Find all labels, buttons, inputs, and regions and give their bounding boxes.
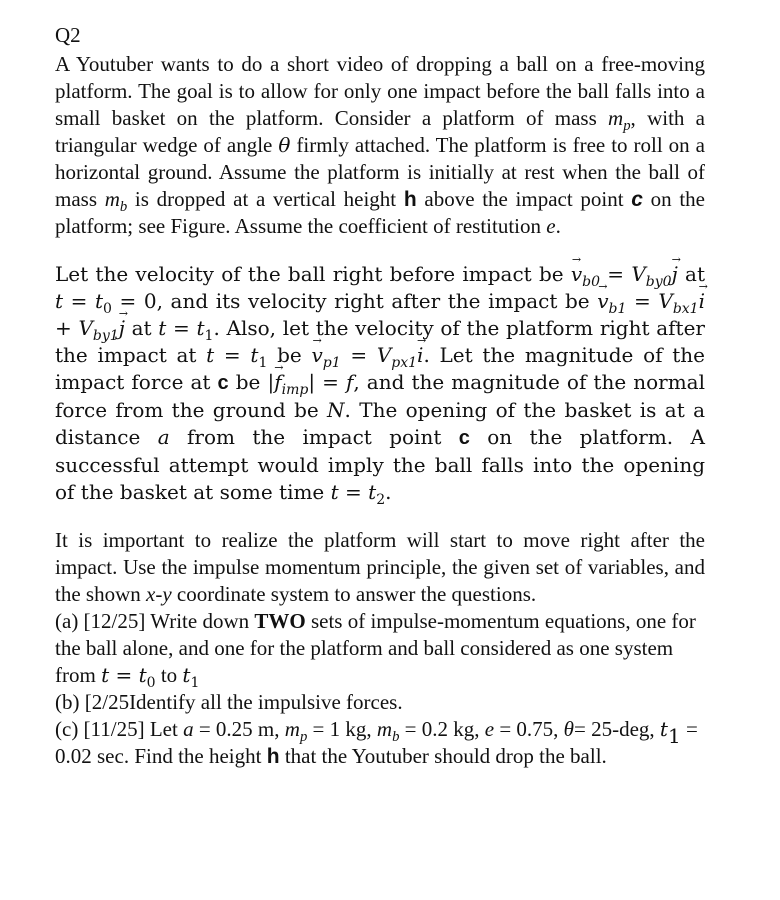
text: A Youtuber wants to do a short video of dropping a ball on a free-moving platform. The goal is to allow for only one impact before the ball falls into a small basket on the platform. Consider a platform of mass [55,52,705,130]
text: , with a triangular wedge of angle [55,106,705,157]
vp1-vector: $v \to_{p1}$ [311,343,340,367]
part-c: (c) [11/25] Let a = 0.25 m, $m_p = 1$ kg, $m_b = 0.2$ kg, e = 0.75, θ= 25-deg, $t_1 = 0.02$ sec. Find the height h that the Youtuber should drop the ball. [55,717,698,768]
vb1-vector: $v \to_{b1}$ [597,289,626,313]
text: . [555,214,561,238]
question-label: Q2 [55,23,81,47]
distance-symbol: a [157,425,170,449]
text: is dropped at a vertical height [127,187,404,211]
t2: $t_2$ [368,480,386,508]
Vpx1: $V_{px1}i$ → [377,343,424,367]
vb0-vector: $v \to_{b0}$ [571,262,600,286]
normal-force-symbol: N [327,398,345,422]
ball-mass-symbol: $m_b$ [104,187,128,216]
height-symbol: h [403,188,417,211]
document-body [55,22,705,770]
text: above the impact point [416,187,632,211]
restitution-symbol: e [546,214,556,238]
platform-mass-symbol: $m_p$ [608,106,631,135]
theta-symbol: θ [278,133,291,157]
Vby0: $V_{by0}j$ → [631,262,677,286]
instructions-paragraph: It is important to realize the platform will start to move right after the impact. Use the impulse momentum principle, the given set of variables, and the shown x-y coordinate system to answer the questions. [55,528,705,606]
text: firmly attached. The platform is free to roll on a horizontal ground. Assume the platform is initially at rest when the ball of mass [55,133,705,211]
velocity-definitions-paragraph: Let the velocity of the ball right before impact be $v \to_{b0} = V_{by0}j$ → at $t = t_0 = 0$, and its velocity right after the impact be $v \to_{b1} = V_{bx1}i$ → + $V_{by1}j$ → at $t = t_1$. Also, let the velocity of the platform right after the impact at $t = t_1$ be $v \to_{p1} = V_{px1}i$ →. Let the magnitude of the impact force at c be $|f \to_{imp}| = f$, and the magnitude of the normal force from the ground be N. The opening of the basket is at a distance a from the impact point c on the platform. A successful attempt would imply the ball falls into the opening of the basket at some time $t = t_2$. [55,261,705,506]
t1: $t_1$ [196,316,214,344]
text: on the platform; see Figure. Assume the coefficient of restitution [55,187,706,238]
Vby1: $V_{by1}j$ → [78,316,124,340]
Vbx1: $V_{bx1}i$ → [658,289,705,313]
t0: $t_0$ [94,289,112,317]
part-a: (a) [12/25] Write down TWO sets of impulse-momentum equations, one for the ball alone, and one for the platform and ball considered as one system from $t = t_0$ to $t_1$ [55,609,696,691]
part-b: (b) [2/25Identify all the impulsive forces. [55,690,403,714]
fimp-vector: $f \to_{imp}$ [274,370,308,394]
problem-statement-paragraph [55,51,705,240]
impact-point-symbol: c [631,188,643,211]
